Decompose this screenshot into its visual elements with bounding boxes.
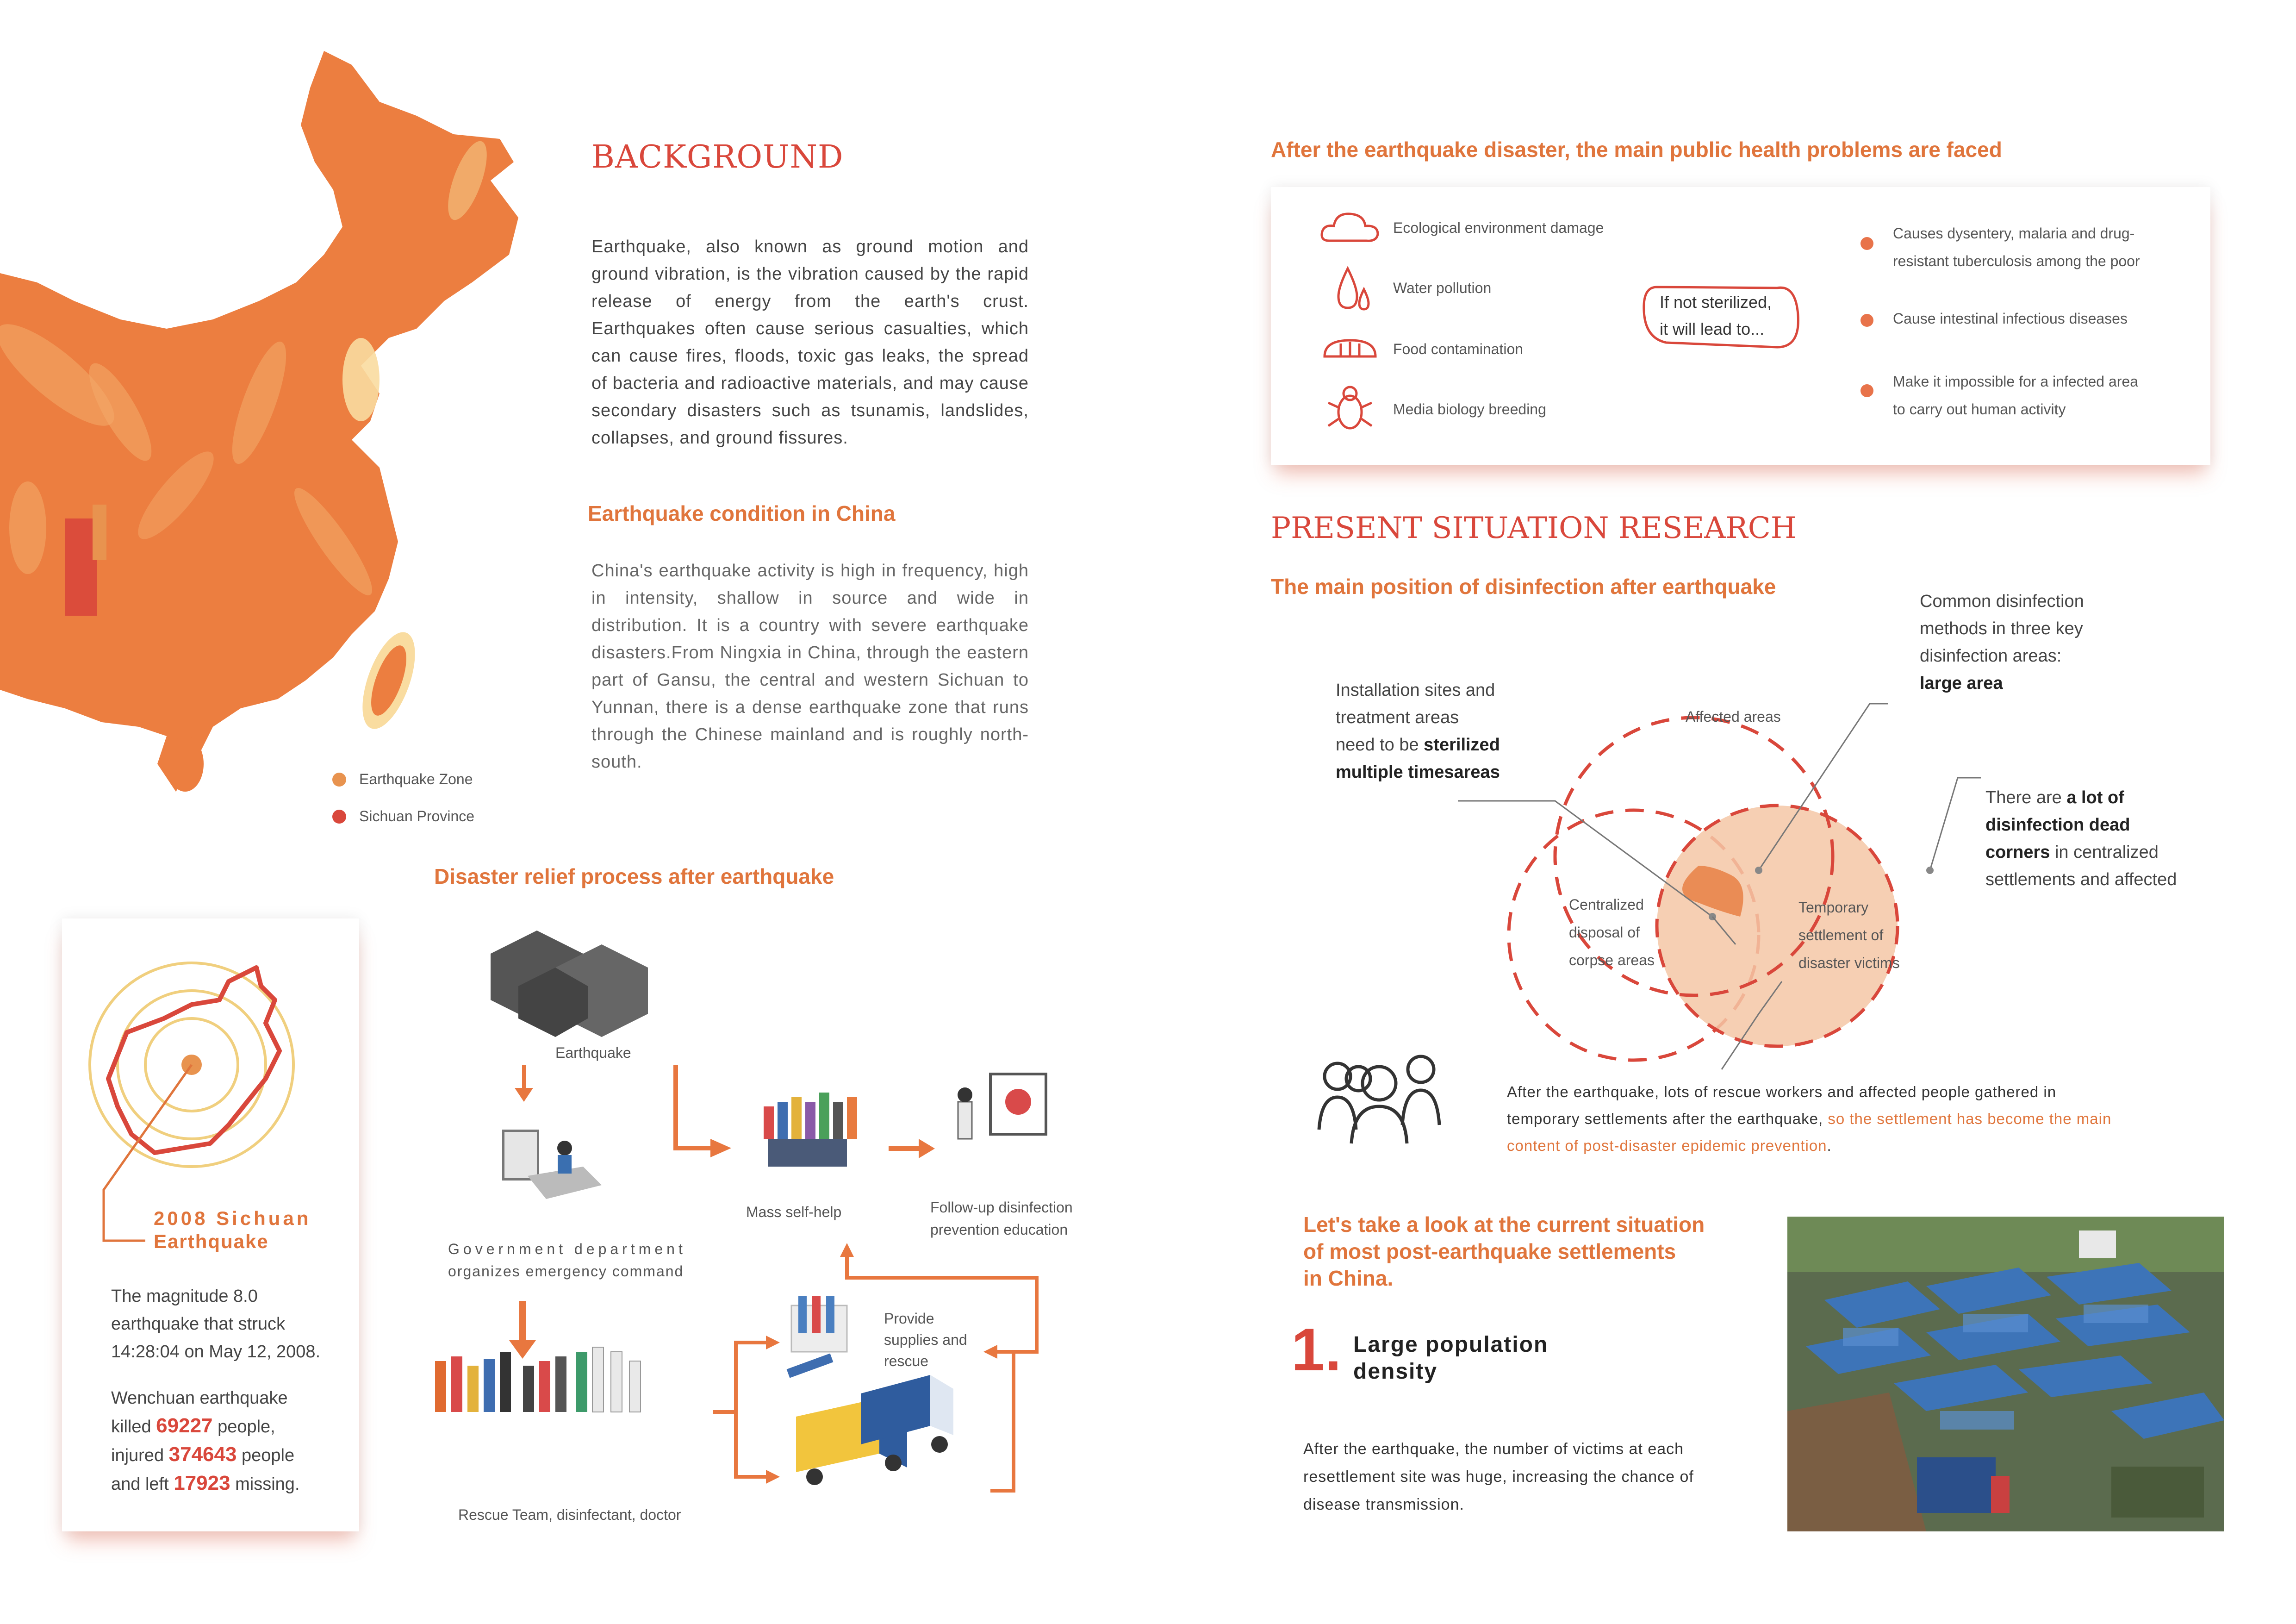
relief-provide-label-3: rescue bbox=[884, 1353, 929, 1369]
background-paragraph: Earthquake, also known as ground motion and ground vibration, is the vibration caused by the rapid release of energy from the earth's crust. Earthquakes often cause serious casualties, which can cause fires, floods, toxic gas leaks, the spread of bacteria and radioactive materials, and may cause secondary disasters such as tsunamis, landslides, collapses, and ground fissures. bbox=[591, 237, 1029, 448]
install-line-3 bbox=[1336, 731, 1500, 759]
relief-government-label-2: organizes emergency command bbox=[448, 1263, 684, 1280]
point-title-1: Large population bbox=[1353, 1332, 1549, 1357]
common-bold: large area bbox=[1920, 674, 2003, 693]
speech-bubble-outline bbox=[1638, 278, 1805, 356]
problem-label-1: Ecological environment damage bbox=[1393, 219, 1604, 236]
china-map bbox=[0, 42, 532, 801]
casualty-line-4 bbox=[111, 1469, 352, 1498]
crowd-icon bbox=[1314, 1051, 1449, 1148]
research-title: PRESENT SITUATION RESEARCH bbox=[1271, 511, 1797, 545]
casualty-injured-prefix: injured bbox=[111, 1446, 169, 1465]
corners-line-4: settlements and affected bbox=[1985, 870, 2177, 889]
relief-government-label-1: Government department bbox=[448, 1241, 686, 1257]
casualty-missing-suffix: missing. bbox=[230, 1474, 300, 1494]
research-subtitle: The main position of disinfection after earthquake bbox=[1271, 575, 1776, 599]
settlement-heading-2: of most post-earthquake settlements bbox=[1303, 1239, 1676, 1263]
casualty-missing-prefix: and left bbox=[111, 1474, 174, 1494]
venn-centralized-3: corpse areas bbox=[1569, 952, 1655, 968]
relief-provide-label-1: Provide bbox=[884, 1310, 934, 1327]
common-line-1: Common disinfection bbox=[1920, 592, 2084, 611]
install-line-2: treatment areas bbox=[1336, 708, 1459, 727]
common-line-2: methods in three key bbox=[1920, 619, 2083, 638]
casualty-killed-prefix: killed bbox=[111, 1417, 156, 1437]
background-title: BACKGROUND bbox=[591, 139, 844, 175]
point-number: 1. bbox=[1291, 1316, 1342, 1383]
missing-count: 17923 bbox=[174, 1472, 230, 1494]
bubble-text-1: If not sterilized, bbox=[1660, 293, 1772, 312]
install-bold-2: multiple timesareas bbox=[1336, 762, 1500, 782]
venn-affected-label: Affected areas bbox=[1686, 708, 1781, 725]
venn-temporary-3: disaster victims bbox=[1798, 955, 1900, 971]
problem-label-3: Food contamination bbox=[1393, 341, 1524, 357]
venn-temporary-1: Temporary bbox=[1798, 899, 1869, 916]
legend-province-label: Sichuan Province bbox=[359, 808, 475, 824]
corners-line-1 bbox=[1985, 784, 2177, 812]
venn-temporary-2: settlement of bbox=[1798, 927, 1884, 943]
earthquake-illustration bbox=[491, 931, 648, 1037]
sichuan-casualties bbox=[111, 1384, 352, 1498]
corners-bold-1: a lot of bbox=[2066, 788, 2124, 807]
relief-followup-label-1: Follow-up disinfection bbox=[930, 1199, 1073, 1216]
corners-bold-3: corners bbox=[1985, 843, 2050, 862]
china-subtitle: Earthquake condition in China bbox=[588, 501, 896, 525]
water-drop-icon bbox=[1329, 264, 1375, 315]
result-bullet bbox=[1860, 384, 1873, 397]
gathered-line-1: After the earthquake, lots of rescue workers and affected people gathered in bbox=[1507, 1083, 2057, 1100]
point-title bbox=[1353, 1331, 1548, 1385]
sichuan-title-1: 2008 Sichuan bbox=[154, 1207, 311, 1229]
install-bold-1: sterilized bbox=[1424, 735, 1500, 755]
rescue-team-illustration bbox=[435, 1347, 641, 1412]
relief-followup-label-2: prevention education bbox=[930, 1221, 1068, 1238]
injured-count: 374643 bbox=[168, 1443, 237, 1466]
gathered-line-2-text: temporary settlements after the earthquake, bbox=[1507, 1110, 1828, 1127]
mass-people-illustration bbox=[764, 1093, 857, 1167]
cloud-icon bbox=[1320, 208, 1380, 245]
venn-pointer-lines bbox=[1435, 694, 1990, 1111]
corners-bold-2: disinfection dead bbox=[1985, 815, 2130, 835]
bubble-text-2: it will lead to... bbox=[1660, 319, 1765, 338]
casualty-line-1: Wenchuan earthquake bbox=[111, 1388, 288, 1408]
corners-prefix: There are bbox=[1985, 788, 2067, 807]
killed-count: 69227 bbox=[156, 1414, 213, 1437]
settlement-heading bbox=[1303, 1211, 1705, 1292]
legend-zone-label: Earthquake Zone bbox=[359, 771, 473, 787]
result-1-line-1: Causes dysentery, malaria and drug- bbox=[1893, 225, 2135, 242]
relief-rescue-label: Rescue Team, disinfectant, doctor bbox=[458, 1506, 681, 1523]
settlement-desc-3: disease transmission. bbox=[1303, 1496, 1464, 1513]
result-bullet bbox=[1860, 237, 1873, 250]
gathered-red-1: so the settlement has become the main bbox=[1828, 1110, 2112, 1127]
casualty-line-3 bbox=[111, 1441, 352, 1469]
casualty-killed-suffix: people, bbox=[212, 1417, 275, 1437]
settlement-desc bbox=[1303, 1435, 1694, 1518]
relief-earthquake-label: Earthquake bbox=[555, 1044, 631, 1061]
china-paragraph: China's earthquake activity is high in frequency, high in intensity, shallow in source and wide in distribution. It is a country with severe earthquake disasters.From Ningxia in China, through the eastern part of Gansu, the central and western Sichuan to Yunnan, there is a dense earthquake zone that runs through the Chinese mainland and is roughly north-south. bbox=[591, 561, 1029, 772]
supplies-illustration bbox=[787, 1296, 847, 1378]
settlement-heading-3: in China. bbox=[1303, 1266, 1394, 1290]
gathered-line-2 bbox=[1507, 1106, 2183, 1132]
problem-label-2: Water pollution bbox=[1393, 280, 1492, 296]
common-text bbox=[1920, 588, 2084, 697]
result-bullet bbox=[1860, 314, 1873, 327]
gathered-line-3 bbox=[1507, 1132, 2183, 1159]
sichuan-title-2: Earthquake bbox=[154, 1230, 269, 1252]
settlement-heading-1: Let's take a look at the current situation bbox=[1303, 1212, 1705, 1237]
health-title: After the earthquake disaster, the main public health problems are faced bbox=[1271, 137, 2002, 162]
settlement-desc-2: resettlement site was huge, increasing the chance of bbox=[1303, 1468, 1694, 1486]
sichuan-magnitude: The magnitude 8.0 earthquake that struck 14:28:04 on May 12, 2008. bbox=[111, 1287, 321, 1362]
legend-province-dot bbox=[332, 810, 346, 824]
install-line-1: Installation sites and bbox=[1336, 681, 1495, 700]
trucks-illustration bbox=[796, 1375, 953, 1485]
problem-label-4: Media biology breeding bbox=[1393, 401, 1546, 418]
gathered-text bbox=[1507, 1079, 2183, 1159]
legend-zone bbox=[332, 771, 473, 788]
government-illustration bbox=[502, 1130, 602, 1199]
install-prefix: need to be bbox=[1336, 735, 1424, 755]
install-text bbox=[1336, 677, 1500, 786]
gathered-red-2: content of post-disaster epidemic prevention bbox=[1507, 1137, 1827, 1154]
corners-text bbox=[1985, 784, 2177, 893]
relief-mass-label: Mass self-help bbox=[746, 1204, 842, 1220]
result-2-line-1: Cause intestinal infectious diseases bbox=[1893, 310, 2128, 327]
venn-centralized-2: disposal of bbox=[1569, 924, 1640, 941]
point-title-2: density bbox=[1353, 1359, 1438, 1384]
gathered-end: . bbox=[1827, 1137, 1832, 1154]
venn-centralized-1: Centralized bbox=[1569, 896, 1644, 913]
common-line-3: disinfection areas: bbox=[1920, 646, 2062, 666]
legend-province bbox=[332, 808, 474, 825]
settlement-desc-1: After the earthquake, the number of victims at each bbox=[1303, 1440, 1684, 1458]
result-1-line-2: resistant tuberculosis among the poor bbox=[1893, 253, 2140, 269]
corners-line-3 bbox=[1985, 839, 2177, 866]
corners-suffix: in centralized bbox=[2050, 843, 2159, 862]
bug-icon bbox=[1325, 380, 1375, 435]
settlement-photo bbox=[1787, 1217, 2224, 1531]
education-board-illustration bbox=[958, 1074, 1046, 1139]
relief-title: Disaster relief process after earthquake bbox=[434, 864, 834, 888]
result-3-line-2: to carry out human activity bbox=[1893, 401, 2066, 418]
casualty-injured-suffix: people bbox=[236, 1446, 295, 1465]
casualty-line-2 bbox=[111, 1412, 352, 1441]
legend-zone-dot bbox=[332, 773, 346, 787]
result-3-line-1: Make it impossible for a infected area bbox=[1893, 373, 2139, 390]
bread-icon bbox=[1320, 333, 1380, 366]
relief-provide-label-2: supplies and bbox=[884, 1331, 967, 1348]
